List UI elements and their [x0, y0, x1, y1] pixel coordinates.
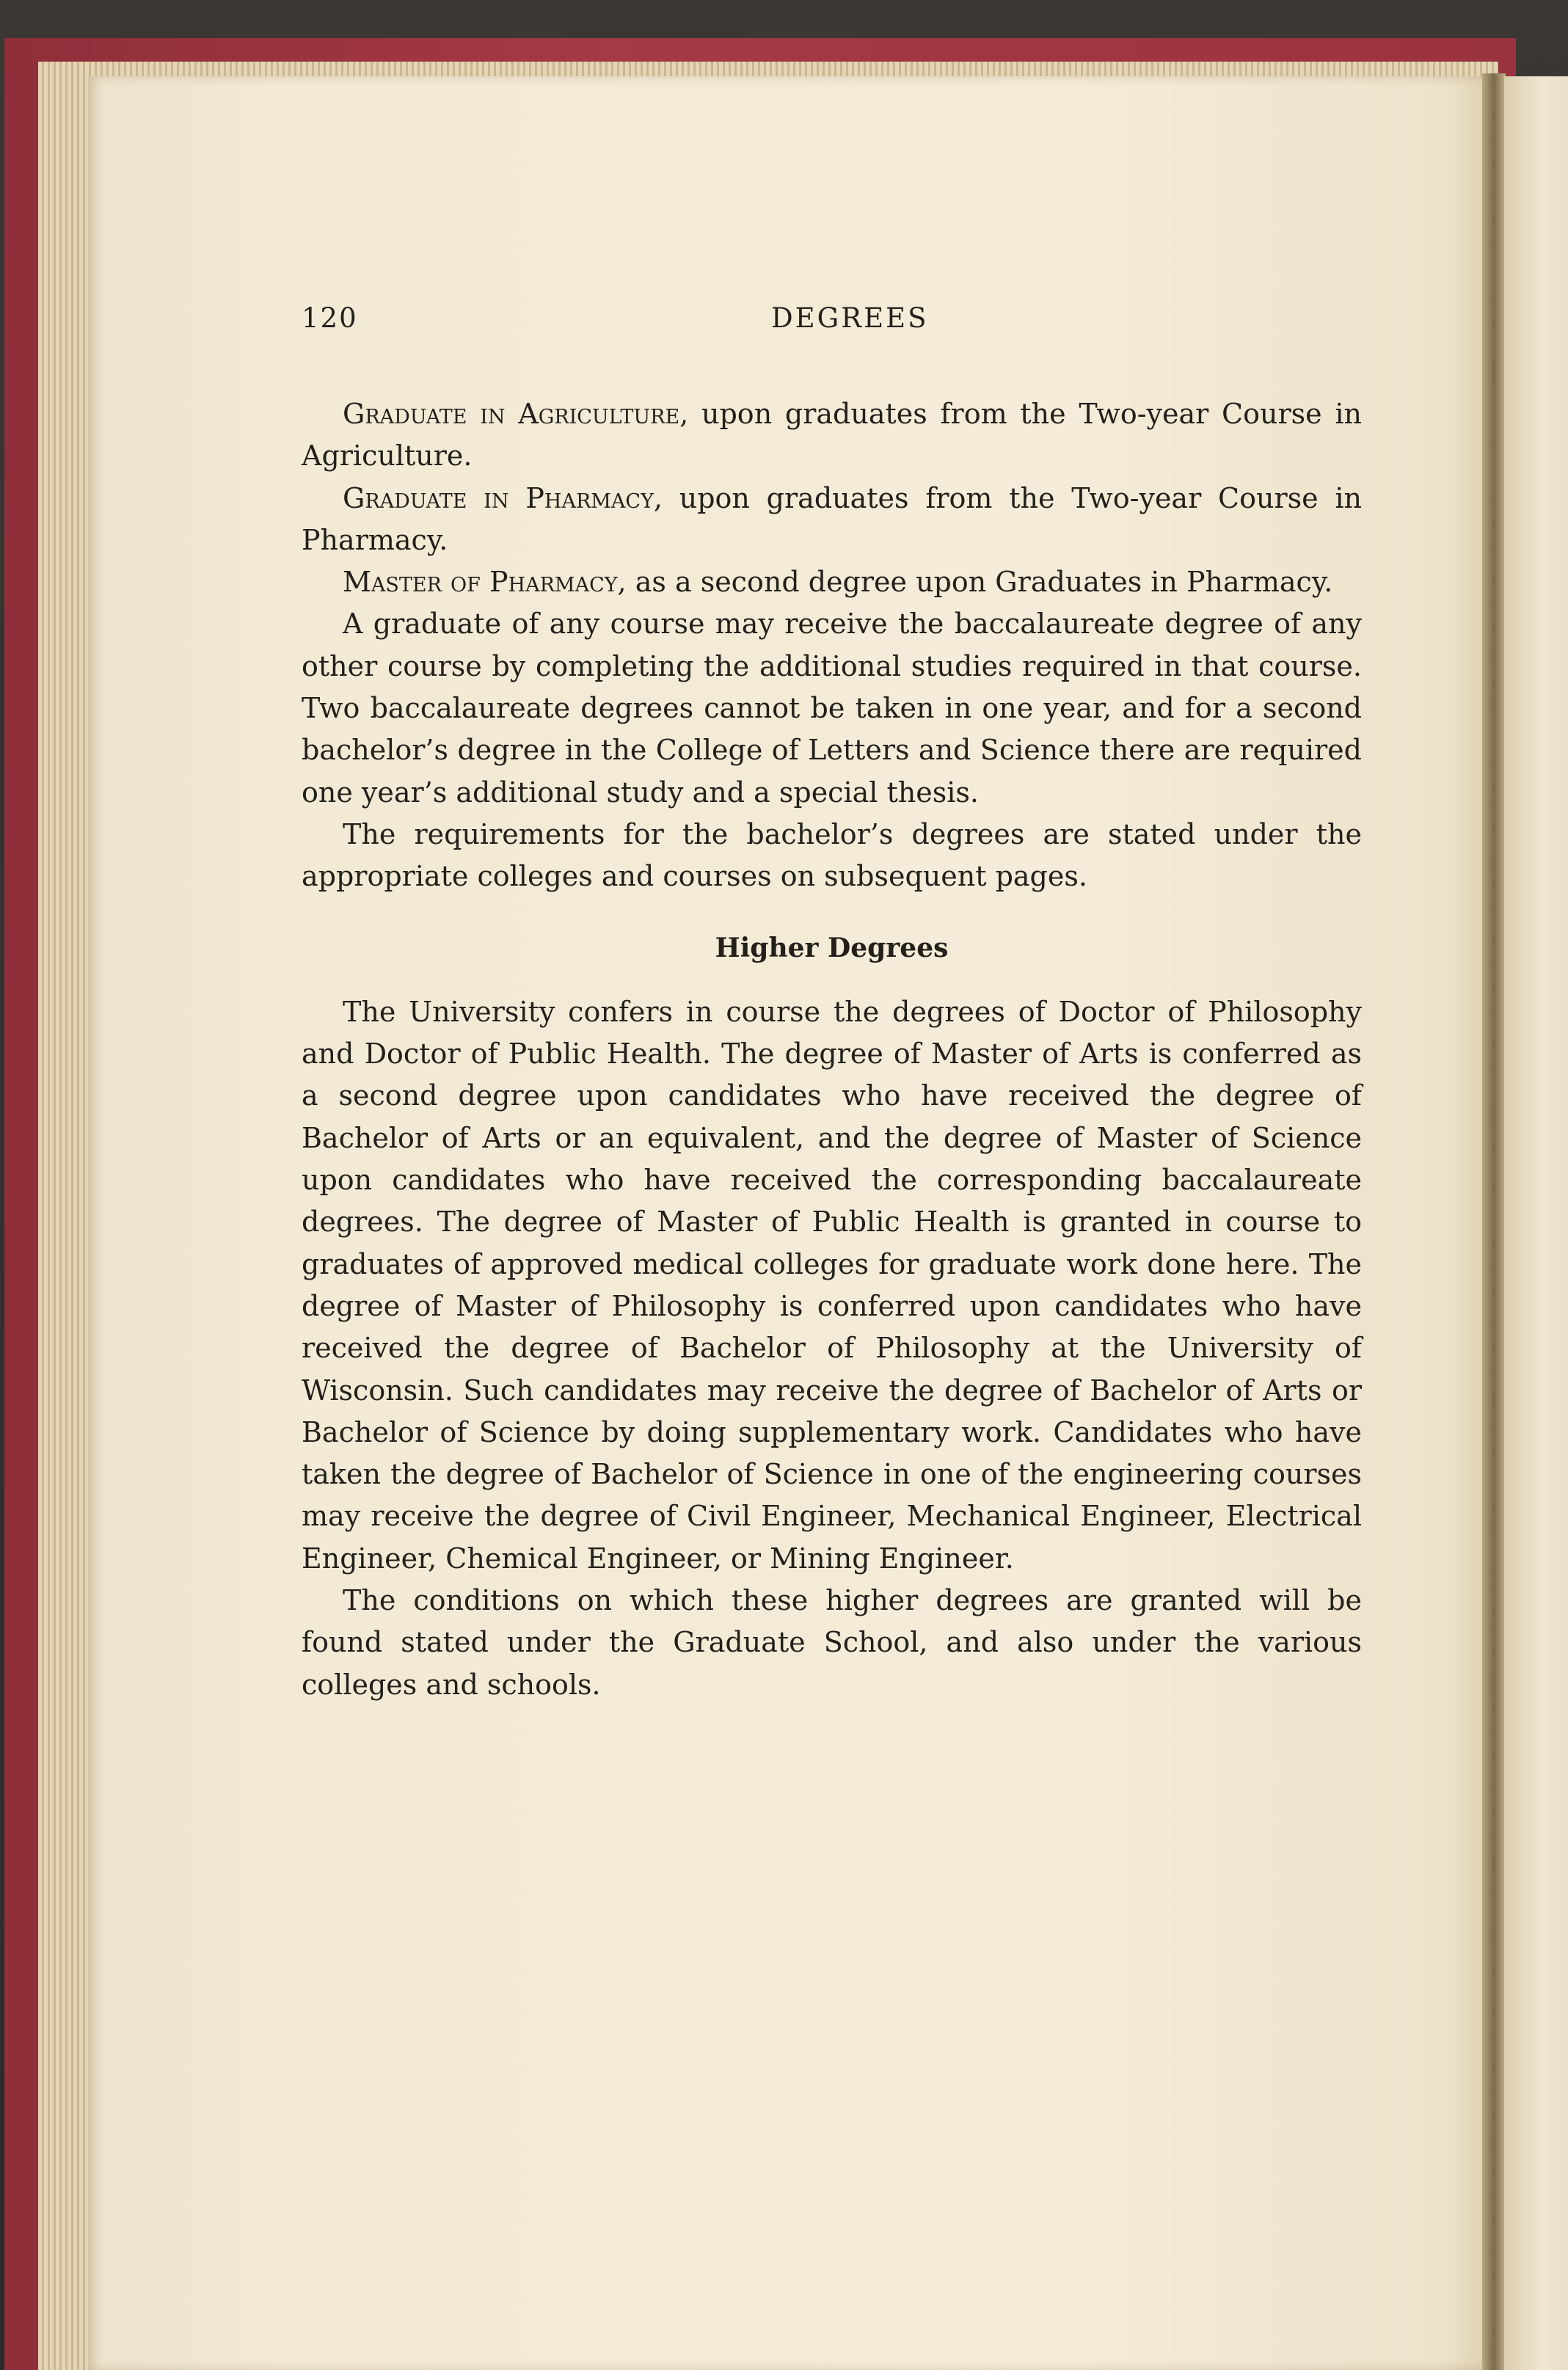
- degree-paragraph-pharmacy: [302, 478, 1362, 562]
- running-title: DEGREES: [771, 302, 929, 334]
- degree-paragraph-agriculture: [302, 393, 1362, 478]
- degree-text: as a second degree upon Graduates in Pharmacy.: [626, 566, 1333, 599]
- page-number: 120: [302, 302, 358, 334]
- paragraph-requirements: The requirements for the bachelor’s degrees are stated under the appropriate colleges and courses on subsequent pages.: [302, 817, 1362, 893]
- degree-paragraph-master-pharmacy: [302, 561, 1362, 603]
- book-gutter: [1482, 73, 1506, 2370]
- paragraph-higher-degrees: The University confers in course the degrees of Doctor of Philosophy and Doctor of Public Health. The degree of Master of Arts is conferred as a second degree upon candidates who have received the degree of Bachelor of Arts or an equivalent, and the degree of Master of Science upon candidates who have received the corresponding baccalaureate degrees. The degree of Master of Public Health is granted in course to graduates of approved medical colleges for graduate work done here. The degree of Master of Philosophy is conferred upon candidates who have received the degree of Bachelor of Philosophy at the University of Wisconsin. Such candidates may receive the degree of Bachelor of Arts or Bachelor of Science by doing supplementary work. Candidates who have taken the degree of Bachelor of Science in one of the engineering courses may receive the degree of Civil Engineer, Mechanical Engineer, Electrical Engineer, Chemical Engineer, or Mining Engineer.: [302, 995, 1362, 1575]
- degree-text: upon graduates from the Two-year Course in Pharmacy.: [302, 481, 1363, 556]
- degree-term: Graduate in Pharmacy,: [343, 481, 663, 514]
- next-page-edge: [1504, 76, 1568, 2370]
- degree-term: Graduate in Agriculture,: [343, 398, 689, 430]
- paragraph-conditions: The conditions on which these higher degrees are granted will be found stated under the Graduate School, and also under the various colleges and schools.: [302, 1584, 1362, 1701]
- page-header: [302, 302, 1362, 346]
- degree-term: Master of Pharmacy,: [343, 566, 627, 599]
- paragraph-second-degree: A graduate of any course may receive the baccalaureate degree of any other course by completing the additional studies required in that course. Two baccalaureate degrees cannot be taken in one year, and for a second bachelor’s degree in the College of Letters and Science there are required one year’s additional study and a special thesis.: [302, 608, 1362, 809]
- section-heading: Higher Degrees: [715, 932, 949, 963]
- degree-text: upon graduates from the Two-year Course in Agriculture.: [302, 398, 1362, 473]
- page-body: [302, 393, 1362, 1706]
